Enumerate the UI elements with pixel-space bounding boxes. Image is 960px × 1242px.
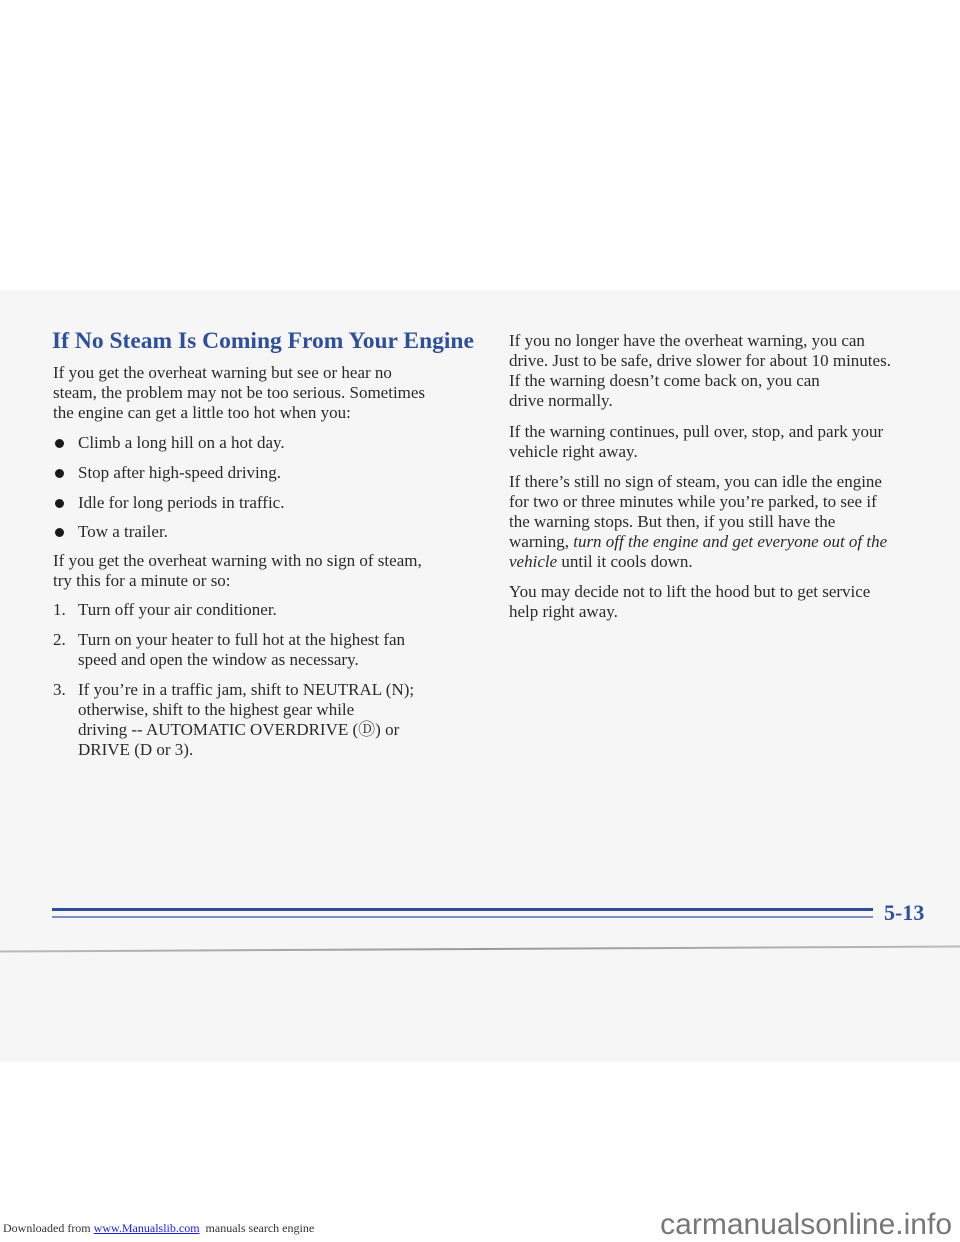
text-line: If the warning doesn’t come back on, you can [509, 371, 820, 390]
text-line: try this for a minute or so: [53, 571, 231, 590]
emphasis-text: turn off the engine and get everyone out of the [573, 532, 888, 551]
text-line: steam, the problem may not be too serious. Sometimes [53, 383, 426, 402]
text-line: Turn off your air conditioner. [78, 600, 277, 619]
bullet-text: Tow a trailer. [78, 522, 168, 541]
step-item [53, 680, 414, 760]
bullet-icon [55, 528, 64, 537]
manualslib-link[interactable]: www.Manualslib.com [93, 1221, 200, 1235]
bullet-icon [55, 439, 64, 448]
step-number: 1. [53, 600, 66, 619]
bullet-item [53, 522, 168, 542]
paragraph [509, 422, 883, 462]
download-footer [3, 1221, 314, 1236]
page-number: 5-13 [884, 900, 925, 925]
footer-text: Downloaded from [3, 1221, 94, 1235]
step-item [53, 600, 277, 620]
bullet-text: Idle for long periods in traffic. [78, 493, 285, 512]
footer-rule [52, 908, 873, 911]
intro-paragraph [53, 363, 425, 423]
paragraph [509, 582, 870, 622]
bullet-icon [55, 499, 64, 508]
text-line: driving -- AUTOMATIC OVERDRIVE (Ⓓ) or [78, 720, 400, 739]
text-line: If you no longer have the overheat warning, you can [509, 331, 865, 350]
paragraph [53, 551, 422, 591]
bullet-item [53, 433, 285, 453]
text-line [509, 552, 887, 572]
bullet-text: Climb a long hill on a hot day. [78, 433, 285, 452]
text-line: If you get the overheat warning but see or hear no [53, 363, 392, 382]
bullet-icon [55, 469, 64, 478]
text-line: Turn on your heater to full hot at the highest fan [78, 630, 406, 649]
watermark-brand: carmanualsonline.info [660, 1208, 952, 1241]
text-line: help right away. [509, 602, 618, 621]
step-item [53, 630, 405, 670]
bullet-text: Stop after high-speed driving. [78, 463, 282, 482]
emphasis-text: vehicle [509, 552, 558, 571]
text-line: drive normally. [509, 391, 613, 410]
paragraph [509, 472, 887, 572]
text-line [509, 532, 887, 552]
text-line: DRIVE (D or 3). [78, 740, 194, 759]
step-number: 2. [53, 630, 66, 649]
text: until it cools down. [557, 552, 693, 571]
text-line: speed and open the window as necessary. [78, 650, 359, 669]
footer-text: manuals search engine [199, 1221, 315, 1235]
text-line: If you get the overheat warning with no sign of steam, [53, 551, 422, 570]
text-line: for two or three minutes while you’re parked, to see if [509, 492, 877, 511]
text: warning, [509, 532, 574, 551]
bullet-item [53, 463, 281, 483]
text-line: If there’s still no sign of steam, you can idle the engine [509, 472, 882, 491]
text-line: otherwise, shift to the highest gear while [78, 700, 355, 719]
step-number: 3. [53, 680, 66, 699]
text-line: drive. Just to be safe, drive slower for about 10 minutes. [509, 351, 891, 370]
paragraph [509, 331, 891, 411]
text-line: vehicle right away. [509, 442, 638, 461]
text-line: If the warning continues, pull over, stop, and park your [509, 422, 884, 441]
text-line: the engine can get a little too hot when you: [53, 403, 351, 422]
section-title: If No Steam Is Coming From Your Engine [52, 328, 474, 354]
bullet-item [53, 493, 284, 513]
text-line: the warning stops. But then, if you still have the [509, 512, 836, 531]
text-line: If you’re in a traffic jam, shift to NEUTRAL (N); [78, 680, 415, 699]
text-line: You may decide not to lift the hood but to get service [509, 582, 871, 601]
footer-rule-thin [52, 916, 873, 918]
